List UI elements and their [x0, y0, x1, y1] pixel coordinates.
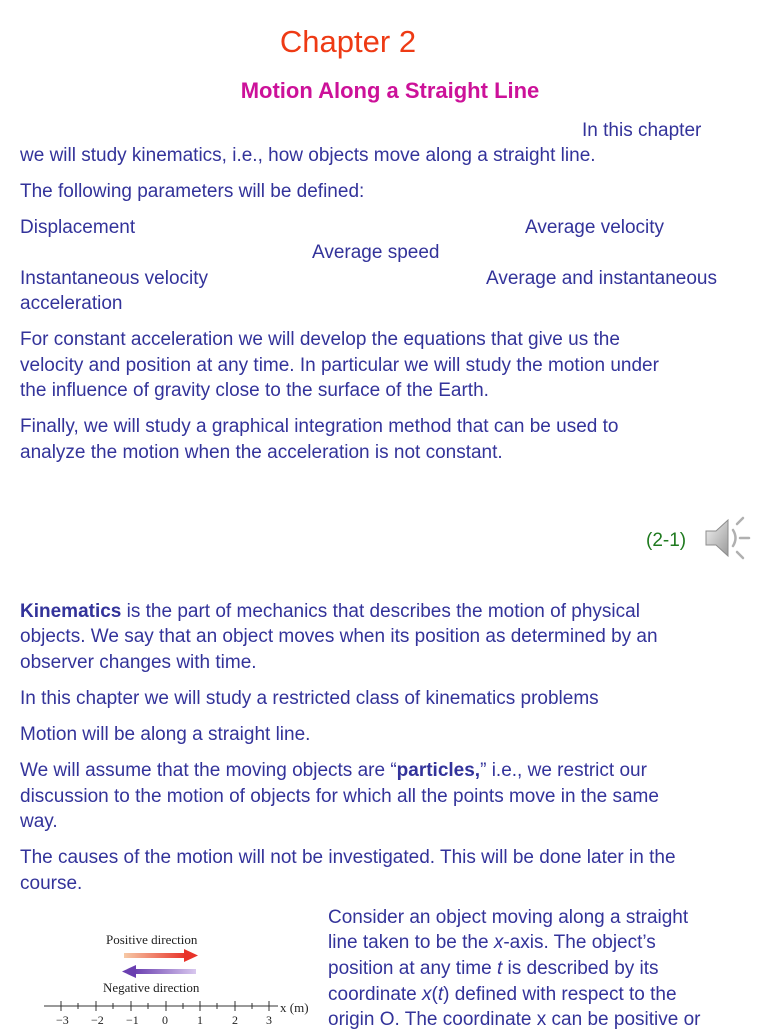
tick-label: 3	[266, 1013, 272, 1027]
kinematics-line1	[20, 599, 640, 625]
text-span: is described by its	[502, 958, 659, 979]
particles-line1	[20, 758, 647, 784]
text-span: (	[431, 984, 438, 1005]
intro-text-part1: In this chapter	[582, 120, 702, 141]
tick-label: 2	[232, 1013, 238, 1027]
defined-intro: The following parameters will be defined:	[20, 181, 365, 202]
text-span: We will assume that the moving objects are “	[20, 760, 397, 781]
restricted-class-text: In this chapter we will study a restricted class of kinematics problems	[20, 688, 599, 709]
consider-line1: Consider an object moving along a straight	[328, 907, 689, 928]
text-span: ” i.e., we restrict our	[480, 760, 647, 781]
direction-arrows	[118, 948, 202, 978]
param-instantaneous-velocity: Instantaneous velocity	[20, 268, 209, 289]
x-variable: x	[493, 932, 504, 953]
constant-acceleration-paragraph	[20, 327, 760, 404]
consider-line3	[328, 956, 659, 982]
x-axis-label: x (m)	[280, 1000, 309, 1015]
x-axis	[40, 998, 280, 1012]
kinematics-line3: observer changes with time.	[20, 652, 257, 673]
text-span: coordinate	[328, 984, 423, 1005]
tick-label: 0	[162, 1013, 168, 1027]
text-span: position at any time	[328, 958, 497, 979]
text-line: Finally, we will study a graphical integration method that can be used to	[20, 416, 619, 437]
tick-label: −3	[56, 1013, 69, 1027]
text-span: line taken to be the	[328, 932, 494, 953]
text-line: analyze the motion when the acceleration is not constant.	[20, 441, 503, 463]
particles-term: particles,	[396, 760, 481, 781]
param-average-instantaneous: Average and instantaneous	[486, 268, 717, 289]
particles-line3: way.	[20, 811, 58, 832]
param-average-speed: Average speed	[312, 242, 440, 263]
t-variable: t	[496, 958, 503, 979]
kinematics-line2: objects. We say that an object moves when its position as determined by an	[20, 626, 658, 647]
kinematics-term: Kinematics	[20, 601, 122, 622]
consider-line4	[328, 982, 677, 1008]
intro-text-part2: we will study kinematics, i.e., how objects move along a straight line.	[20, 145, 596, 166]
t-variable: t	[437, 984, 444, 1005]
speaker-icon[interactable]	[702, 514, 758, 562]
text-span: -axis. The object’s	[503, 932, 656, 953]
positive-arrow	[124, 949, 198, 962]
consider-line2	[328, 930, 656, 956]
text-line: the influence of gravity close to the surface of the Earth.	[20, 380, 489, 401]
straight-line-text: Motion will be along a straight line.	[20, 724, 311, 745]
positive-direction-label: Positive direction	[106, 932, 198, 947]
negative-arrow	[122, 965, 196, 978]
text-line: velocity and position at any time. In particular we will study the motion under	[20, 354, 659, 376]
param-acceleration: acceleration	[20, 293, 123, 314]
negative-direction-label: Negative direction	[103, 980, 200, 995]
tick-label: −2	[91, 1013, 104, 1027]
causes-line1: The causes of the motion will not be investigated. This will be done later in the	[20, 847, 676, 868]
text-line: For constant acceleration we will develop the equations that give us the	[20, 329, 620, 350]
chapter-subtitle: Motion Along a Straight Line	[240, 78, 540, 103]
tick-label: −1	[126, 1013, 139, 1027]
causes-line2: course.	[20, 873, 83, 894]
slide-number: (2-1)	[646, 530, 687, 551]
x-variable: x	[422, 984, 432, 1005]
particles-line2: discussion to the motion of objects for which all the points move in the same	[20, 786, 659, 807]
param-displacement: Displacement	[20, 217, 136, 238]
consider-line5: origin O. The coordinate x can be positive or	[328, 1009, 701, 1030]
param-average-velocity: Average velocity	[525, 217, 665, 238]
chapter-title: Chapter 2	[279, 24, 417, 59]
tick-label: 1	[197, 1013, 203, 1027]
graphical-integration-paragraph	[20, 414, 760, 465]
text-span: is the part of mechanics that describes the motion of physical	[121, 601, 640, 622]
text-span: ) defined with respect to the	[443, 984, 677, 1005]
